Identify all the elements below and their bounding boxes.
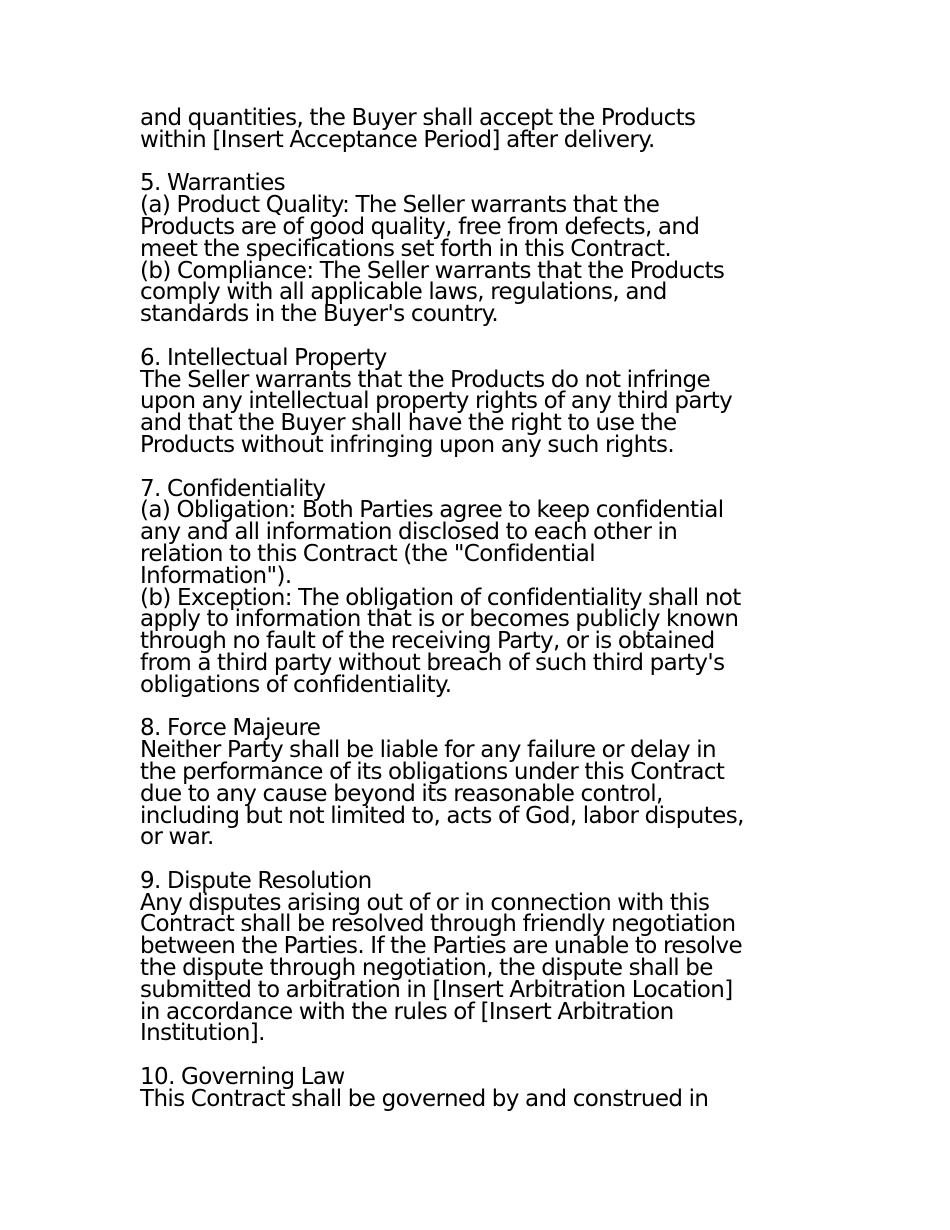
paragraph-line: meet the specifications set forth in this Contract. <box>140 235 672 262</box>
paragraph-line: standards in the Buyer's country. <box>140 301 499 328</box>
section-heading: 7. Confidentiality <box>140 475 326 502</box>
paragraph-line: due to any cause beyond its reasonable control, <box>140 780 663 807</box>
paragraph-line: (b) Exception: The obligation of confidentiality shall not <box>140 584 741 611</box>
paragraph-line: upon any intellectual property rights of any third party <box>140 388 733 415</box>
paragraph-line: (a) Obligation: Both Parties agree to keep confidential <box>140 497 724 524</box>
section-force-majeure <box>140 715 820 851</box>
paragraph-line: Contract shall be resolved through friendly negotiation <box>140 911 736 938</box>
paragraph-line: Products are of good quality, free from defects, and <box>140 213 700 240</box>
section-warranties <box>140 170 820 328</box>
section-heading: 8. Force Majeure <box>140 715 321 742</box>
paragraph-line: (a) Product Quality: The Seller warrants that the <box>140 192 660 219</box>
paragraph-line: between the Parties. If the Parties are unable to resolve <box>140 933 743 960</box>
paragraph-line: (b) Compliance: The Seller warrants that the Products <box>140 257 725 284</box>
section-intellectual-property <box>140 344 820 458</box>
paragraph-line: obligations of confidentiality. <box>140 671 452 698</box>
section-heading: 9. Dispute Resolution <box>140 867 372 894</box>
section-confidentiality <box>140 475 820 698</box>
section-heading: 5. Warranties <box>140 170 286 197</box>
paragraph-line: Products without infringing upon any such rights. <box>140 431 675 458</box>
section-4-continuation <box>140 105 820 153</box>
paragraph-line: including but not limited to, acts of God, labor disputes, <box>140 802 744 829</box>
section-dispute-resolution <box>140 867 820 1047</box>
paragraph-line: and quantities, the Buyer shall accept the Products <box>140 105 696 131</box>
paragraph-line: through no fault of the receiving Party, or is obtained <box>140 628 715 655</box>
paragraph-line: relation to this Contract (the "Confidential <box>140 540 596 567</box>
section-governing-law <box>140 1064 820 1112</box>
paragraph-line: and that the Buyer shall have the right to use the <box>140 410 677 437</box>
paragraph-line: from a third party without breach of such third party's <box>140 649 725 676</box>
paragraph-line: This Contract shall be governed by and construed in <box>140 1085 709 1112</box>
paragraph-line: Any disputes arising out of or in connection with this <box>140 889 710 916</box>
paragraph-line: The Seller warrants that the Products do not infringe <box>140 366 711 393</box>
contract-text <box>140 105 820 1112</box>
paragraph-line: Neither Party shall be liable for any failure or delay in <box>140 737 716 764</box>
paragraph-line: Information"). <box>140 562 292 589</box>
paragraph-line: within [Insert Acceptance Period] after delivery. <box>140 126 655 153</box>
paragraph-line: submitted to arbitration in [Insert Arbitration Location] <box>140 976 733 1003</box>
section-heading: 10. Governing Law <box>140 1064 345 1091</box>
paragraph-line: or war. <box>140 824 214 851</box>
paragraph-line: Institution]. <box>140 1020 265 1047</box>
paragraph-line: in accordance with the rules of [Insert Arbitration <box>140 998 674 1025</box>
paragraph-line: comply with all applicable laws, regulations, and <box>140 279 667 306</box>
paragraph-line: any and all information disclosed to each other in <box>140 519 678 546</box>
paragraph-line: the performance of its obligations under this Contract <box>140 758 725 785</box>
section-heading: 6. Intellectual Property <box>140 344 387 371</box>
paragraph-line: the dispute through negotiation, the dispute shall be <box>140 955 713 982</box>
paragraph-line: apply to information that is or becomes publicly known <box>140 606 739 633</box>
